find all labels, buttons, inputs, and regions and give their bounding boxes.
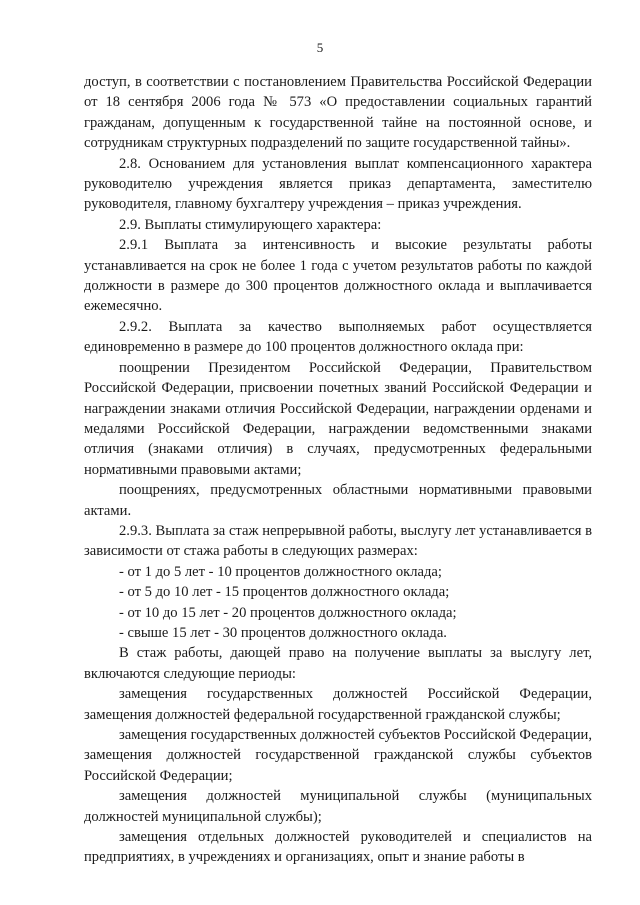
- paragraph: 2.9.3. Выплата за стаж непрерывной работы, выслугу лет устанавливается в зависимости от стажа работы в следующих размерах:: [84, 522, 592, 560]
- paragraph: замещения государственных должностей субъектов Российской Федерации, замещения должностей государственной гражданской службы субъектов Российской Федерации;: [84, 727, 592, 784]
- paragraph: - от 1 до 5 лет - 10 процентов должностного оклада;: [119, 563, 442, 580]
- paragraph: замещения должностей муниципальной службы (муниципальных должностей муниципальной службы);: [84, 788, 592, 825]
- paragraph: поощрении Президентом Российской Федерации, Правительством Российской Федерации, присвоении почетных званий Российской Федерации и награждении знаками отличия Российской Федерации, награждении орденами и медалями Российской Федерации, награждении ведомственными знаками отличия (знаками отличия) в случаях, предусмотренных федеральными нормативными правовыми актами;: [84, 359, 592, 478]
- paragraph: - свыше 15 лет - 30 процентов должностного оклада.: [119, 624, 447, 641]
- paragraph: поощрениях, предусмотренных областными нормативными правовыми актами.: [84, 482, 592, 519]
- paragraph: В стаж работы, дающей право на получение выплаты за выслугу лет, включаются следующие периоды:: [84, 645, 592, 682]
- paragraph: 2.9.2. Выплата за качество выполняемых работ осуществляется единовременно в размере до 100 процентов должностного оклада при:: [84, 318, 592, 356]
- paragraph: 2.8. Основанием для установления выплат компенсационного характера руководителю учреждения является приказ департамента, заместителю руководителя, главному бухгалтеру учреждения – приказ учреждения.: [84, 155, 592, 213]
- paragraph: - от 10 до 15 лет - 20 процентов должностного оклада;: [119, 604, 457, 621]
- paragraph: замещения государственных должностей Российской Федерации, замещения должностей федеральной государственной гражданской службы;: [84, 686, 592, 723]
- paragraph: 2.9. Выплаты стимулирующего характера:: [119, 216, 382, 233]
- paragraph: 2.9.1 Выплата за интенсивность и высокие результаты работы устанавливается на срок не более 1 года с учетом результатов работы по каждой должности в размере до 300 процентов должностного оклада и выплачивается ежемесячно.: [84, 237, 592, 315]
- page-number: 5: [316, 40, 324, 55]
- paragraph: доступ, в соответствии с постановлением Правительства Российской Федерации от 18 сентября 2006 года № 573 «О предоставлении социальных гарантий гражданам, допущенным к государственной тайне на постоянной основе, и сотрудникам структурных подразделений по защите государственной тайны».: [84, 74, 592, 152]
- document-body: [84, 72, 592, 868]
- paragraph: замещения отдельных должностей руководителей и специалистов на предприятиях, в учреждениях и организациях, опыт и знание работы в: [84, 829, 592, 866]
- paragraph: - от 5 до 10 лет - 15 процентов должностного оклада;: [119, 584, 450, 601]
